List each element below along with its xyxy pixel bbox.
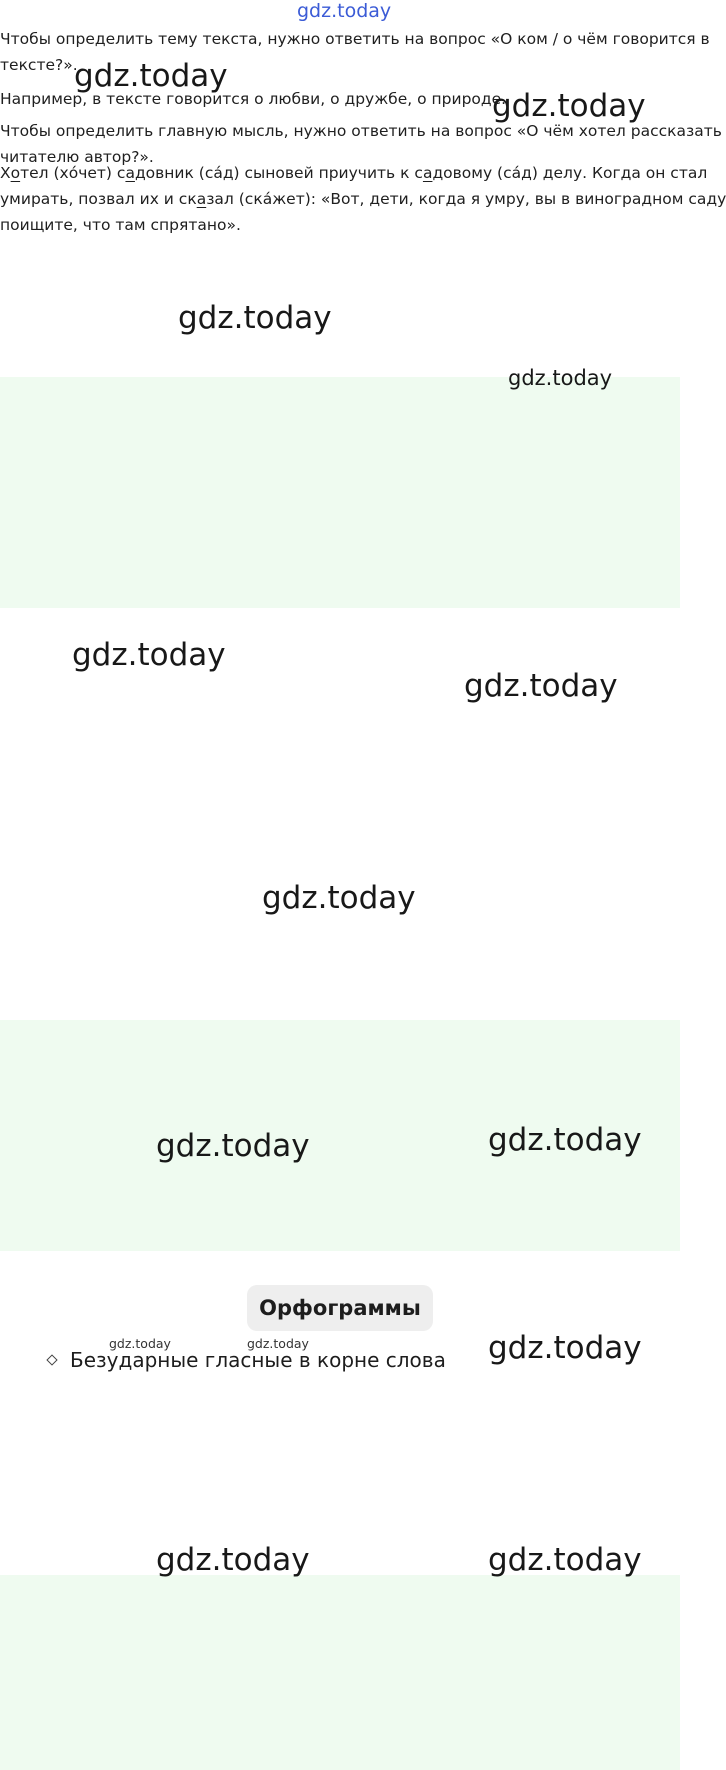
- watermark-top: gdz.today: [297, 0, 392, 22]
- watermark: gdz.today: [74, 58, 228, 94]
- watermark: gdz.today: [464, 668, 618, 704]
- text-run: Например, в тексте говорится о любви, о дружбе, о природе.: [0, 90, 507, 108]
- watermark-small: gdz.today: [109, 1336, 171, 1351]
- section-subheading: [46, 1345, 446, 1375]
- watermark: gdz.today: [488, 1330, 642, 1366]
- text-run: Чтобы определить главную мысль, нужно ответить на вопрос «О чём хотел рассказать: [0, 122, 722, 140]
- text-run: умирать, позвал их и ск: [0, 190, 197, 208]
- spelling-vowel: о: [10, 164, 21, 182]
- watermark: gdz.today: [156, 1128, 310, 1164]
- text-line: [0, 160, 708, 186]
- watermark: gdz.today: [262, 880, 416, 916]
- diamond-bullet-icon: [46, 1354, 57, 1365]
- text-line: [0, 186, 726, 212]
- text-run: довник (сáд) сыновей приучить к с: [134, 164, 423, 182]
- text-line: [0, 212, 680, 238]
- text-run: зал (скáжет): «Вот, дети, когда я умру, вы в винограднoм саду: [206, 190, 726, 208]
- text-run: читателю автор?».: [0, 148, 154, 166]
- watermark: gdz.today: [508, 366, 613, 390]
- text-run: тел (хóчет) с: [20, 164, 126, 182]
- highlight-band: [0, 377, 680, 608]
- text-line: [0, 26, 710, 52]
- spelling-vowel: а: [196, 190, 207, 208]
- text-run: поищите, что там спрятано».: [0, 216, 241, 234]
- watermark-small: gdz.today: [247, 1336, 309, 1351]
- text-run: Чтобы определить тему текста, нужно ответить на вопрос «О ком / о чём говорится в: [0, 30, 710, 48]
- watermark: gdz.today: [156, 1542, 310, 1578]
- watermark: gdz.today: [488, 1542, 642, 1578]
- text-run: тексте?».: [0, 56, 78, 74]
- watermark: gdz.today: [492, 88, 646, 124]
- subheading-text: Безударные гласные в корне слова: [70, 1348, 446, 1372]
- watermark: gdz.today: [488, 1122, 642, 1158]
- watermark: gdz.today: [178, 300, 332, 336]
- text-run: довому (сáд) делу. Когда он стал: [432, 164, 708, 182]
- spelling-vowel: а: [422, 164, 433, 182]
- text-run: Х: [0, 164, 11, 182]
- section-pill-heading: Орфограммы: [247, 1285, 433, 1331]
- spelling-vowel: а: [125, 164, 135, 182]
- highlight-band: [0, 1575, 680, 1770]
- paragraph: [0, 160, 726, 238]
- watermark: gdz.today: [72, 637, 226, 673]
